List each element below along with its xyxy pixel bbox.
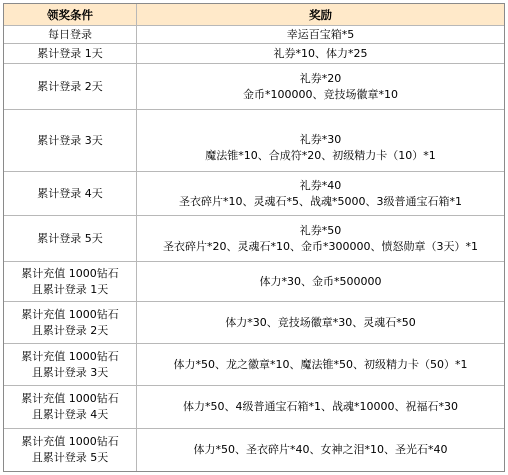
reward-text: 体力*50、龙之徽章*10、魔法锥*50、初级精力卡（50）*1: [173, 357, 468, 371]
header-reward: [137, 4, 504, 25]
condition-cell: [4, 172, 137, 215]
table-row: [4, 172, 504, 216]
table-row: [4, 344, 504, 386]
condition-cell: [4, 110, 137, 171]
condition-text: 累计登录 1天: [37, 46, 103, 60]
reward-cell: [137, 429, 504, 471]
header-condition-label: 领奖条件: [47, 7, 93, 22]
reward-cell: [137, 344, 504, 385]
condition-text: 累计登录 4天: [37, 186, 103, 200]
condition-cell: [4, 26, 137, 43]
reward-text: 礼券*50: [299, 223, 342, 237]
condition-text: 且累计登录 5天: [31, 451, 109, 464]
reward-text: 礼券*20: [299, 71, 342, 85]
table-row: [4, 386, 504, 429]
table-row: [4, 64, 504, 110]
reward-cell: [137, 44, 504, 63]
table-header-row: [4, 4, 504, 26]
condition-text: 且累计登录 3天: [31, 365, 109, 379]
reward-cell: [137, 386, 504, 428]
header-condition: [4, 4, 137, 25]
condition-text: 累计充值 1000钻石: [21, 266, 119, 280]
reward-cell: [137, 216, 504, 261]
reward-text: 圣衣碎片*10、灵魂石*5、战魂*5000、3级普通宝石箱*1: [179, 194, 462, 208]
table-row: [4, 110, 504, 172]
reward-cell: [137, 110, 504, 171]
table-row: [4, 26, 504, 44]
rewards-table: [3, 3, 505, 472]
condition-text: 且累计登录 2天: [31, 323, 109, 337]
condition-cell: [4, 429, 137, 471]
condition-text: 累计充值 1000钻石: [21, 392, 119, 405]
table-row: [4, 44, 504, 64]
table-row: [4, 216, 504, 262]
reward-text: 体力*50、4级普通宝石箱*1、战魂*10000、祝福石*30: [183, 400, 458, 413]
reward-text: 礼券*40: [299, 178, 342, 192]
reward-cell: [137, 262, 504, 301]
condition-text: 累计充值 1000钻石: [21, 307, 119, 321]
condition-text: 每日登录: [48, 27, 92, 41]
condition-text: 且累计登录 4天: [31, 408, 109, 421]
condition-cell: [4, 386, 137, 428]
reward-text: 圣衣碎片*20、灵魂石*10、金币*300000、愤怒勋章（3天）*1: [163, 239, 478, 253]
header-reward-label: 奖励: [309, 7, 332, 22]
condition-cell: [4, 344, 137, 385]
table-row: [4, 429, 504, 471]
reward-cell: [137, 172, 504, 215]
condition-cell: [4, 302, 137, 343]
condition-text: 且累计登录 1天: [31, 282, 109, 296]
reward-cell: [137, 64, 504, 109]
condition-text: 累计登录 3天: [37, 133, 103, 147]
table-row: [4, 302, 504, 344]
condition-cell: [4, 44, 137, 63]
reward-text: 体力*50、圣衣碎片*40、女神之泪*10、圣光石*40: [193, 443, 448, 456]
reward-text: 体力*30、竞技场徽章*30、灵魂石*50: [225, 315, 416, 329]
condition-text: 累计登录 2天: [37, 79, 103, 93]
reward-text: 体力*30、金币*500000: [259, 274, 382, 288]
reward-text: 魔法锥*10、合成符*20、初级精力卡（10）*1: [205, 148, 436, 162]
condition-text: 累计充值 1000钻石: [21, 435, 119, 448]
condition-cell: [4, 216, 137, 261]
condition-cell: [4, 262, 137, 301]
condition-text: 累计充值 1000钻石: [21, 349, 119, 363]
reward-text: 金币*100000、竞技场徽章*10: [243, 87, 398, 101]
reward-text: 幸运百宝箱*5: [286, 27, 355, 41]
condition-cell: [4, 64, 137, 109]
condition-text: 累计登录 5天: [37, 231, 103, 245]
reward-cell: [137, 26, 504, 43]
table-row: [4, 262, 504, 302]
reward-text: 礼券*10、体力*25: [273, 46, 368, 60]
reward-cell: [137, 302, 504, 343]
reward-text: 礼券*30: [299, 132, 342, 146]
